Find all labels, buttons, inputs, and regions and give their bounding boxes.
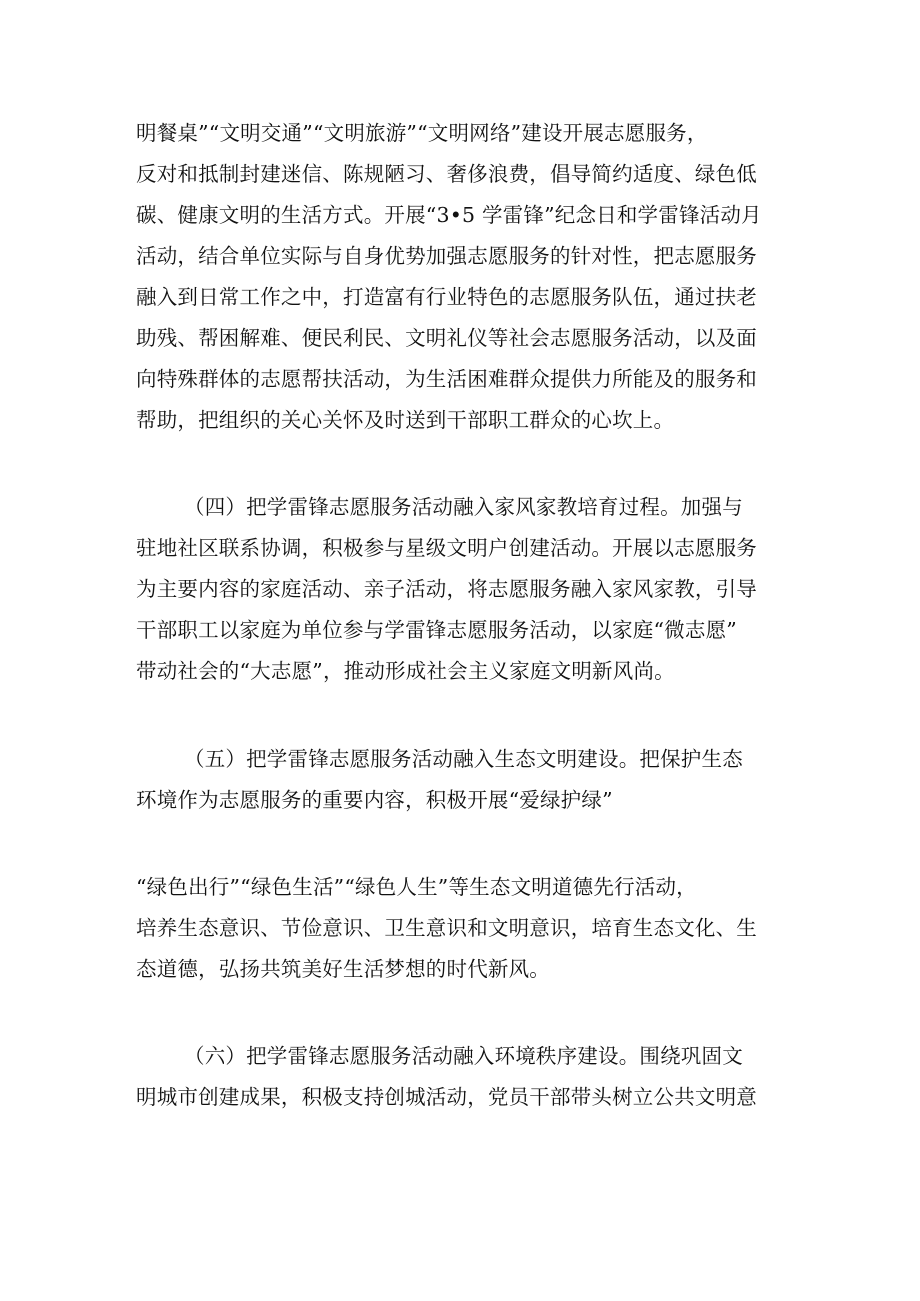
section-four-heading-line: （四）把学雷锋志愿服务活动融入家风家教培育过程。加强与 [184, 495, 743, 519]
paragraph-line: 明餐桌”“文明交通”“文明旅游”“文明网络”建设开展志愿服务， [136, 121, 708, 145]
paragraph-line: 融入到日常工作之中，打造富有行业特色的志愿服务队伍，通过扶老 [136, 285, 757, 309]
paragraph-line: 向特殊群体的志愿帮扶活动，为生活困难群众提供力所能及的服务和 [136, 367, 757, 391]
paragraph-line: 明城市创建成果，积极支持创城活动，党员干部带头树立公共文明意 [136, 1085, 757, 1109]
paragraph-line: 帮助，把组织的关心关怀及时送到干部职工群众的心坎上。 [136, 408, 675, 432]
paragraph-line: 活动，结合单位实际与自身优势加强志愿服务的针对性，把志愿服务 [136, 244, 757, 268]
paragraph-line: “绿色出行”“绿色生活”“绿色人生”等生态文明道德先行活动， [136, 875, 697, 899]
paragraph-line: 碳、健康文明的生活方式。开展“3•5 学雷锋”纪念日和学雷锋活动月 [136, 203, 762, 227]
paragraph-line: 为主要内容的家庭活动、亲子活动，将志愿服务融入家风家教，引导 [136, 577, 757, 601]
paragraph-line: 带动社会的“大志愿”，推动形成社会主义家庭文明新风尚。 [136, 659, 675, 683]
section-six-heading-line: （六）把学雷锋志愿服务活动融入环境秩序建设。围绕巩固文 [184, 1044, 743, 1068]
paragraph-line: 干部职工以家庭为单位参与学雷锋志愿服务活动，以家庭“微志愿” [136, 618, 737, 642]
paragraph-line: 助残、帮困解难、便民利民、文明礼仪等社会志愿服务活动，以及面 [136, 326, 757, 350]
section-five-heading-line: （五）把学雷锋志愿服务活动融入生态文明建设。把保护生态 [184, 747, 743, 771]
paragraph-line: 驻地社区联系协调，积极参与星级文明户创建活动。开展以志愿服务 [136, 536, 757, 560]
paragraph-line: 态道德，弘扬共筑美好生活梦想的时代新风。 [136, 957, 550, 981]
paragraph-line: 培养生态意识、节俭意识、卫生意识和文明意识，培育生态文化、生 [136, 916, 757, 940]
paragraph-line: 环境作为志愿服务的重要内容，积极开展“爱绿护绿” [136, 788, 613, 812]
paragraph-line: 反对和抵制封建迷信、陈规陋习、奢侈浪费，倡导简约适度、绿色低 [136, 162, 757, 186]
